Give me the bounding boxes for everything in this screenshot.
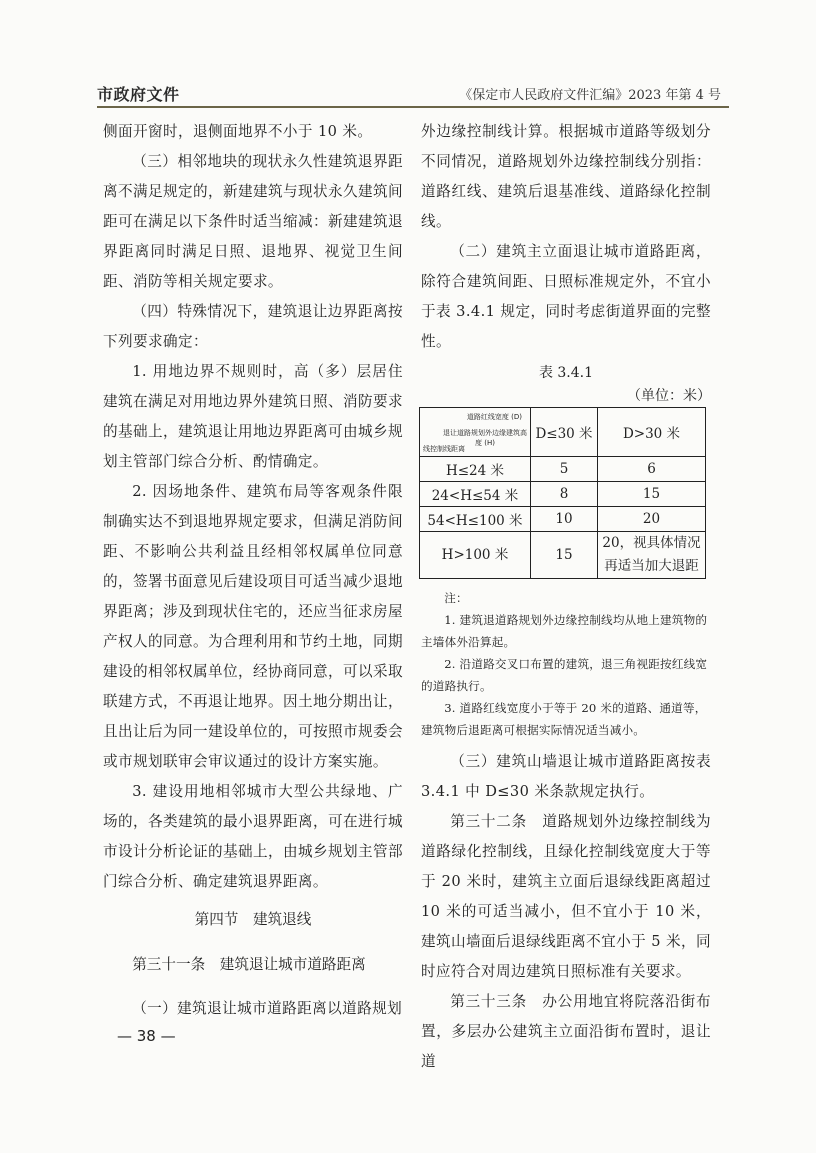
page-header	[97, 80, 729, 106]
table-row	[420, 482, 706, 507]
table-row-label: 24<H≤54 米	[420, 482, 531, 507]
table-cell: 15	[598, 482, 706, 507]
paragraph: 第三十三条 办公用地宜将院落沿街布置，多层办公建筑主立面沿街布置时，退让道	[421, 993, 711, 1070]
header-section-title: 市政府文件	[97, 85, 180, 104]
paragraph: 第三十二条 道路规划外边缘控制线为道路绿化控制线，且绿化控制线宽度大于等于 20 米时，建筑主立面后退绿线距离超过 10 米的可适当减小，但不宜小于 10 米，建筑山墙面后退绿线距离不宜小于 5 米，同时应符合对周边建筑日照标准有关要求。	[421, 813, 711, 980]
diag-header-bottom: 线控制线距离	[423, 445, 465, 453]
note-item: 2. 沿道路交叉口布置的建筑，退三角视距按红线宽的道路执行。	[421, 657, 708, 693]
table-row-label: H≤24 米	[420, 457, 531, 482]
setback-table	[419, 407, 706, 579]
diag-header-middle: 退让道路规划外边缘建筑高度 (H)	[443, 429, 527, 447]
page-number: — 38 —	[117, 1027, 176, 1045]
table-unit: （单位：米）	[627, 388, 711, 404]
paragraph: （一）建筑退让城市道路距离以道路规划	[132, 1000, 403, 1018]
paragraph: 2. 因场地条件、建筑布局等客观条件限制确实达不到退地界规定要求，但满足消防间距、不影响公共利益且经相邻权属单位同意的，签署书面意见后建设项目可适当减少退地界距离；涉及到现状住宅的，还应当征求房屋产权人的同意。为合理利用和节约土地，同期建设的相邻权属单位，经协商同意，可以采取联建方式，不再退让地界。因土地分期出让，且出让后为同一建设单位的，可按照市规委会或市规划联审会审议通过的设计方案实施。	[103, 483, 403, 770]
table-caption: 表 3.4.1	[538, 365, 594, 381]
table-column-header: D≤30 米	[531, 408, 598, 457]
note-item: 1. 建筑退道路规划外边缘控制线均从地上建筑物的主墙体外沿算起。	[421, 613, 708, 649]
table-cell: 5	[531, 457, 598, 482]
table-cell: 15	[531, 532, 598, 579]
notes-label: 注：	[444, 591, 468, 605]
table-header-row	[420, 408, 706, 457]
paragraph: 3. 建设用地相邻城市大型公共绿地、广场的，各类建筑的最小退界距离，可在进行城市设计分析论证的基础上，由城乡规划主管部门综合分析、确定建筑退界距离。	[103, 783, 403, 890]
section-title: 第四节 建筑退线	[194, 911, 312, 928]
table-cell: 20，视具体情况再适当加大退距	[598, 532, 706, 579]
table-cell: 20	[598, 507, 706, 532]
table-row-label: 54<H≤100 米	[420, 507, 531, 532]
paragraph: 1. 用地边界不规则时，高（多）层居住建筑在满足对用地边界外建筑日照、消防要求的基础上，建筑退让用地边界距离可由城乡规划主管部门综合分析、酌情确定。	[103, 363, 403, 470]
table-cell: 6	[598, 457, 706, 482]
table-row	[420, 457, 706, 482]
header-publication-title: 《保定市人民政府文件汇编》2023 年第 4 号	[459, 88, 721, 103]
left-column	[103, 117, 403, 1024]
table-column-header: D>30 米	[598, 408, 706, 457]
paragraph: （二）建筑主立面退让城市道路距离，除符合建筑间距、日照标准规定外，不宜小于表 3.4.1 规定，同时考虑街道界面的完整性。	[421, 243, 711, 350]
table-row	[420, 507, 706, 532]
table-row-label: H>100 米	[420, 532, 531, 579]
article-heading: 第三十一条 建筑退让城市道路距离	[132, 955, 366, 973]
paragraph: （三）建筑山墙退让城市道路距离按表 3.4.1 中 D≤30 米条款规定执行。	[421, 753, 711, 800]
paragraph: 侧面开窗时，退侧面地界不小于 10 米。	[103, 123, 373, 140]
diag-header-top: 道路红线宽度 (D)	[466, 413, 522, 421]
table-cell: 8	[531, 482, 598, 507]
header-divider	[97, 106, 729, 108]
paragraph: 外边缘控制线计算。根据城市道路等级划分不同情况，道路规划外边缘控制线分别指：道路红线、建筑后退基准线、道路绿化控制线。	[421, 123, 711, 230]
table-cell: 10	[531, 507, 598, 532]
table-row	[420, 532, 706, 579]
right-column	[421, 117, 711, 1077]
table-diagonal-header	[420, 408, 531, 457]
paragraph: （三）相邻地块的现状永久性建筑退界距离不满足规定的，新建建筑与现状永久建筑间距可在满足以下条件时适当缩减：新建建筑退界距离同时满足日照、退地界、视觉卫生间距、消防等相关规定要求。	[103, 153, 403, 290]
table-notes	[421, 587, 711, 741]
note-item: 3. 道路红线宽度小于等于 20 米的道路、通道等，建筑物后退距离可根据实际情况适当减小。	[421, 701, 707, 737]
paragraph: （四）特殊情况下，建筑退让边界距离按下列要求确定：	[103, 303, 403, 350]
